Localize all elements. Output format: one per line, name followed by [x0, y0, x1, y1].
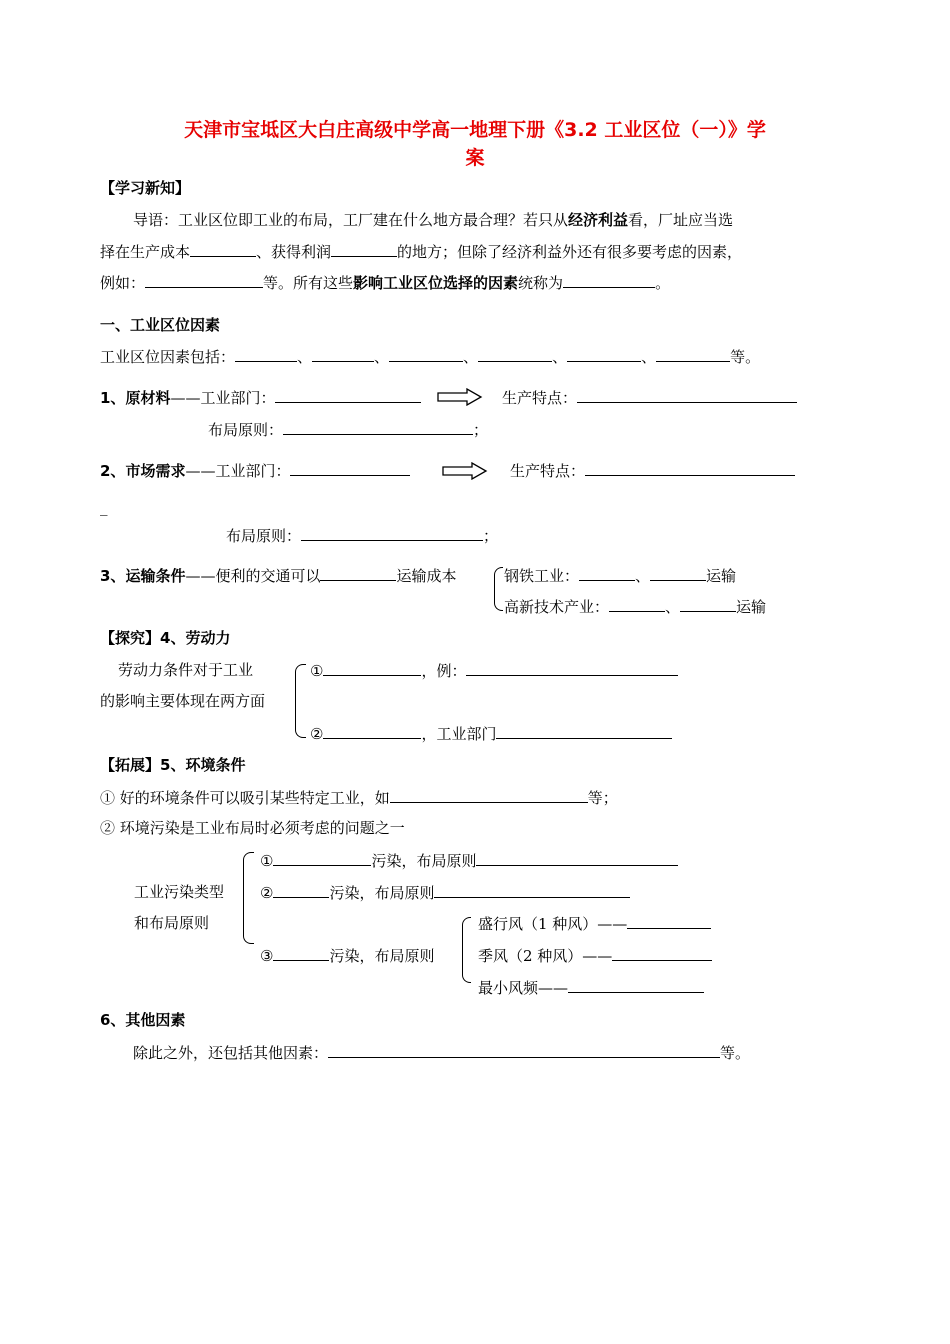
wind-line-2 [478, 945, 712, 966]
pollution-type-label-1: 工业污染类型 [134, 883, 225, 901]
circle-2: ② [260, 884, 274, 902]
blank-steel-2[interactable] [650, 565, 706, 581]
feature-label: 生产特点： [510, 462, 586, 480]
labor-intro-2: 的影响主要体现在两方面 [100, 692, 266, 710]
pollution-type-label-2: 和布局原则 [134, 914, 210, 932]
dept-label: ——工业部门： [185, 462, 291, 480]
blank-factor-4[interactable] [478, 346, 552, 362]
labor-intro-1: 劳动力条件对于工业 [118, 661, 254, 679]
blank-hitech-2[interactable] [680, 596, 736, 612]
blank-factor-5[interactable] [567, 346, 641, 362]
item-number: 3、 [100, 567, 126, 585]
blank-steel-1[interactable] [579, 565, 635, 581]
other-text: 除此之外，还包括其他因素： [133, 1044, 329, 1062]
blank-term[interactable] [563, 272, 655, 288]
env-text: ① 好的环境条件可以吸引某些特定工业，如 [100, 789, 390, 807]
blank-wind-3[interactable] [568, 977, 704, 993]
blank-raw-principle[interactable] [283, 419, 473, 435]
wind-label: 季风（2 种风）—— [478, 947, 613, 965]
transport-word: 运输 [736, 598, 767, 616]
intro-text: 例如： [100, 274, 146, 292]
labor-item-1 [310, 660, 678, 681]
blank-labor-dept[interactable] [496, 723, 672, 739]
circle-1: ① [310, 662, 324, 680]
blank-wind-1[interactable] [627, 913, 711, 929]
raw-material-label: 原材料 [125, 389, 171, 407]
intro-text: 的地方；但除了经济利益外还有很多要考虑的因素， [397, 243, 743, 261]
circle-2: ② [310, 725, 324, 743]
page-title-line1: 天津市宝坻区大白庄高级中学高一地理下册《3.2 工业区位（一）》学 [184, 119, 766, 141]
feature-label: 生产特点： [502, 389, 578, 407]
wind-line-1 [478, 913, 711, 934]
blank-env-industry[interactable] [390, 787, 588, 803]
intro-emphasis-factors: 影响工业区位选择的因素 [353, 274, 519, 292]
blank-raw-dept[interactable] [275, 387, 421, 403]
transport-text: ——便利的交通可以 [185, 567, 321, 585]
example-label: ，例： [421, 662, 467, 680]
section-heading-environment [100, 755, 245, 775]
blank-factor-2[interactable] [312, 346, 374, 362]
item-number: 2、 [100, 462, 126, 480]
brace [462, 917, 471, 983]
pollution-label: 污染，布局原则 [329, 884, 435, 902]
intro-line-2 [100, 241, 742, 262]
pollution-item-3 [260, 945, 434, 966]
intro-emphasis-economic: 经济利益 [568, 211, 629, 229]
blank-profit[interactable] [331, 241, 397, 257]
blank-pollution-1[interactable] [273, 850, 371, 866]
brace [494, 567, 503, 611]
blank-pollution-principle-1[interactable] [476, 850, 678, 866]
pollution-item-1 [260, 850, 678, 871]
blank-pollution-2[interactable] [273, 882, 329, 898]
factors-end: 等。 [730, 348, 761, 366]
blank-factor-1[interactable] [235, 346, 297, 362]
section-heading-new-knowledge: 【学习新知】 [100, 179, 191, 197]
factors-label: 工业区位因素包括： [100, 348, 236, 366]
heading-tag: 【探究】 [100, 629, 161, 647]
intro-line-1 [133, 210, 733, 230]
heading-title: 4、劳动力 [160, 629, 231, 647]
labor-item-2 [310, 723, 672, 744]
sep: 、 [297, 348, 313, 366]
intro-text: 导语：工业区位即工业的布局，工厂建在什么地方最合理？若只从 [133, 211, 569, 229]
transport-cost: 运输成本 [396, 567, 457, 585]
raw-feature [502, 387, 797, 408]
section-heading-factors: 一、工业区位因素 [100, 316, 221, 334]
wind-label: 盛行风（1 种风）—— [478, 915, 628, 933]
sep: 、 [641, 348, 657, 366]
environment-line-2: ② 环境污染是工业布局时必须考虑的问题之一 [100, 819, 405, 837]
semicolon: ； [483, 527, 499, 545]
raw-principle [208, 419, 488, 440]
blank-pollution-3[interactable] [273, 945, 329, 961]
intro-text: 统称为 [518, 274, 564, 292]
intro-text: 、获得利润 [256, 243, 332, 261]
dept-label: ——工业部门： [170, 389, 276, 407]
blank-pollution-principle-2[interactable] [434, 882, 630, 898]
arrow-right-icon [442, 462, 488, 480]
sep: 、 [665, 598, 681, 616]
steel-label: 钢铁工业： [504, 567, 580, 585]
intro-text: 等。所有这些 [263, 274, 354, 292]
blank-wind-2[interactable] [612, 945, 712, 961]
principle-label: 布局原则： [208, 421, 284, 439]
sep: 、 [374, 348, 390, 366]
pollution-item-2 [260, 882, 630, 903]
sep: 、 [552, 348, 568, 366]
page-title-line2: 案 [465, 147, 485, 169]
arrow-right-icon [437, 388, 483, 406]
transport-label: 运输条件 [125, 567, 186, 585]
market-principle [226, 525, 498, 546]
dept-label: ，工业部门 [421, 725, 497, 743]
hitech-label: 高新技术产业： [504, 598, 610, 616]
heading-title: 5、环境条件 [160, 756, 246, 774]
steel-line [504, 565, 736, 586]
transport-line [100, 565, 456, 586]
blank-cost[interactable] [190, 241, 256, 257]
blank-hitech-1[interactable] [609, 596, 665, 612]
item-number: 1、 [100, 389, 126, 407]
intro-line-3 [100, 272, 670, 293]
blank-market-dept[interactable] [290, 460, 410, 476]
other-factors-line [133, 1042, 750, 1063]
brace [295, 664, 306, 738]
circle-3: ③ [260, 947, 274, 965]
semicolon: ； [473, 421, 489, 439]
blank-transport[interactable] [320, 565, 396, 581]
wind-line-3 [478, 977, 704, 998]
factors-line [100, 346, 760, 367]
circle-1: ① [260, 852, 274, 870]
wind-label: 最小风频—— [478, 979, 569, 997]
pollution-label: 污染，布局原则 [329, 947, 435, 965]
market-line [100, 460, 410, 481]
raw-material-line [100, 387, 421, 408]
stray-underscore: _ [100, 498, 108, 516]
environment-line-1 [100, 787, 618, 808]
principle-label: 布局原则： [226, 527, 302, 545]
blank-factor-6[interactable] [656, 346, 730, 362]
blank-labor-2[interactable] [323, 723, 421, 739]
other-end: 等。 [720, 1044, 751, 1062]
blank-factor-3[interactable] [389, 346, 463, 362]
sep: 、 [463, 348, 479, 366]
sep: 、 [635, 567, 651, 585]
blank-raw-feature[interactable] [577, 387, 797, 403]
intro-text: 看，厂址应当选 [628, 211, 734, 229]
intro-text: 。 [655, 274, 671, 292]
pollution-label: 污染，布局原则 [371, 852, 477, 870]
env-end: 等； [587, 789, 618, 807]
transport-word: 运输 [706, 567, 737, 585]
blank-labor-example[interactable] [466, 660, 678, 676]
heading-tag: 【拓展】 [100, 756, 161, 774]
market-feature [510, 460, 795, 481]
section-heading-labor [100, 628, 230, 648]
blank-other-factors[interactable] [328, 1042, 720, 1058]
blank-market-principle[interactable] [301, 525, 483, 541]
blank-examples[interactable] [145, 272, 263, 288]
brace [243, 852, 254, 944]
market-label: 市场需求 [125, 462, 186, 480]
section-heading-other: 6、其他因素 [100, 1011, 186, 1029]
intro-text: 择在生产成本 [100, 243, 191, 261]
blank-labor-1[interactable] [323, 660, 421, 676]
blank-market-feature[interactable] [585, 460, 795, 476]
hitech-line [504, 596, 766, 617]
